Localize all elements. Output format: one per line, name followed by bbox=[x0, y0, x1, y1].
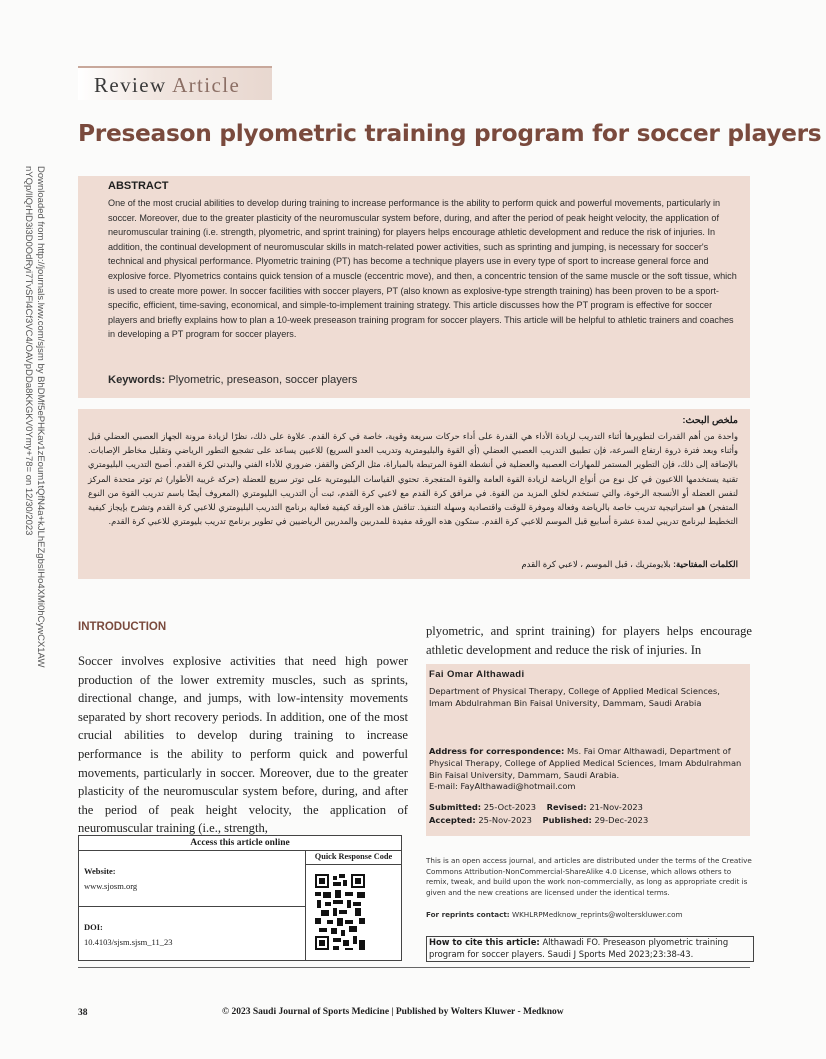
citation-label: How to cite this article: bbox=[429, 937, 540, 947]
footer-divider bbox=[78, 967, 750, 968]
access-row-divider bbox=[79, 906, 305, 907]
keywords-text: Plyometric, preseason, soccer players bbox=[168, 374, 358, 386]
arabic-body: واحدة من أهم القدرات لتطويرها أثناء التدريب لزيادة الأداء هي القدرة على أداء حركات سريعة وقوية، خاصة في كرة القدم. علاوة على ذلك، نظرًا لزيادة مرونة الجهاز العصبي العضلي قبل وأثناء وبعد فترة ذروة ارتفاع السرعة، فإن تطبيق التدريب العصبي العضلي (أي القوة والبليومترية وتدريب العدو السريع) للاعبين يساعد على تشجيع التطور الرياضي وتقليل مخاطر الإصابات. بالإضافة إلى ذلك، فإن التطوير المستمر للمهارات العصبية والعضلية في أنشطة القوة المرتبطة بالمباراة، مثل الركض والقفز، ضروري للأداء الفني والبدني لكرة القدم. أصبح التدريب البليومتري تقنية يستخدمها اللاعبون في كل نوع من أنواع الرياضة لزيادة القوة العامة والقوة المتفجرة. تحتوي القياسات البليومترية على توتر سريع للعضلة (حركة غريبة الأطوار) ثم توتر متحدة المركز لنفس العضلة أو الأنسجة الرخوة، والتي تستخدم لخلق المزيد من القوة. في مرافق كرة القدم مع لاعبي كرة القدم، ثبت أن التدريب البليومتري (المعروف أيضًا باسم تدريب القوة من النوع المتفجر) هو استراتيجية تدريب خاصة بالرياضة وفعالة وموفرة للوقت واقتصادية وسهلة التنفيذ. تناقش هذه الورقة كيفية فعالية برنامج التدريب البليومتري للاعبي كرة القدم وتشرح بإيجاز كيفية التخطيط لبرنامج تدريبي لمدة عشرة أسابيع قبل الموسم للاعبي كرة القدم. ستكون هذه الورقة مفيدة للمدربين والمدربين الرياضيين في تطوير برنامج تدريب بليومتري للاعبي كرة القدم. bbox=[88, 431, 738, 527]
reprints-label: For reprints contact: bbox=[426, 910, 510, 919]
revised-label: Revised: bbox=[546, 802, 587, 812]
download-watermark bbox=[23, 166, 74, 668]
accepted-label: Accepted: bbox=[429, 814, 476, 825]
introduction-body: Soccer involves explosive activities that need high power production of the lower extremity muscles, such as sprints, directional change, and jumps, with low-intensity movements separated by short recovery periods. In addition, one of the most crucial abilities to develop during training to increase performance is the ability to perform quick and powerful movements, particularly in soccer. Moreover, due to the greater plasticity of the neuromuscular system before, during, and after the period of peak height velocity, the application of neuromuscular training (i.e., strength, bbox=[78, 654, 408, 836]
article-dates bbox=[429, 801, 745, 826]
citation-text: Althawadi FO. Preseason plyometric training program for soccer players. Saudi J Sports Med 2023;23:38-43. bbox=[429, 937, 729, 959]
arabic-abstract-box bbox=[78, 409, 750, 579]
email-link[interactable]: FayAlthawadi@hotmail.com bbox=[460, 781, 576, 792]
qr-code-icon[interactable] bbox=[315, 874, 365, 950]
arabic-keywords-label: الكلمات المفتاحية: bbox=[673, 559, 738, 569]
reprints-email[interactable]: WKHLRPMedknow_reprints@wolterskluwer.com bbox=[511, 910, 683, 919]
abstract-body: One of the most crucial abilities to develop during training to increase performance is the ability to perform quick and powerful movements, particularly in soccer. Moreover, due to the greater plasticity of the neuromuscular system before, during, and after the period of peak height velocity, the application of neuromuscular training (i.e. strength, plyometric, and sprint training) for players helps encourage athletic development and reduce the risk of injuries. In addition, the continual development of neuromuscular skills in match-related power activities, such as sprinting and jumping, is necessary for soccer's technical and physical performance. Plyometric training (PT) has become a technique players use in every type of sport to increase general force and explosive force. Plyometrics contains quick tension of a muscle (eccentric move), and then, a concentric tension of the same muscle or the soft tissue, which is used to create more power. In soccer facilities with soccer players, PT (also known as explosive-type strength training) has been proven to be a sport-specific, efficient, time-saving, economical, and simple-to-implement training strategy. This article discusses how the PT program is effective for soccer players and briefly explains how to plan a 10-week preseason training program for soccer players. This article will be helpful to athletic trainers and coaches in developing a PT program for soccer players. bbox=[108, 198, 737, 340]
access-article-box bbox=[78, 835, 402, 961]
download-line-1: Downloaded from http://journals.lww.com/sjsm by BhDMf5ePHKav1zEoum1tQfN4a+kJLhEZgbsIHo4XMi0hCywCX1AW bbox=[35, 166, 46, 668]
article-type-word-2: Article bbox=[172, 73, 241, 97]
doi-link[interactable]: 10.4103/sjsm.sjsm_11_23 bbox=[84, 937, 173, 947]
arabic-keywords bbox=[521, 559, 738, 570]
website-label: Website: bbox=[84, 866, 116, 876]
access-divider bbox=[305, 850, 306, 960]
author-name: Fai Omar Althawadi bbox=[429, 669, 525, 680]
author-affiliation: Department of Physical Therapy, College of Applied Medical Sciences, Imam Abdulrahman Bin Faisal University, Dammam, Saudi Arabia bbox=[429, 686, 720, 708]
keywords-label: Keywords: bbox=[108, 374, 166, 386]
qr-heading: Quick Response Code bbox=[306, 850, 401, 865]
arabic-heading: ملخص البحث: bbox=[682, 415, 738, 426]
published-date: 29-Dec-2023 bbox=[594, 814, 649, 825]
correspondence-text: Ms. Fai Omar Althawadi, Department of Physical Therapy, College of Applied Medical Sciences, Imam Abdulrahman Bin Faisal University, Dammam, Saudi Arabia. bbox=[429, 746, 742, 780]
abstract-box bbox=[78, 176, 750, 398]
arabic-keywords-text: بلايومتريك ، قبل الموسم ، لاعبي كرة القدم bbox=[521, 559, 671, 569]
download-line-2: nYQp/IlQrHD3i3D0OdRyi7TvSFl4Cf3VC4/OAVpDDa8KKGKV0Ymy+78= on 12/30/2023 bbox=[23, 166, 34, 536]
introduction-continued: plyometric, and sprint training) for players helps encourage athletic development and reduce the risk of injuries. In bbox=[426, 624, 752, 657]
page-number: 38 bbox=[78, 1008, 88, 1018]
article-type-word-1: Review bbox=[94, 73, 167, 97]
submitted-date: 25-Oct-2023 bbox=[483, 802, 537, 812]
correspondence-label: Address for correspondence: bbox=[429, 746, 565, 756]
abstract-heading: ABSTRACT bbox=[108, 180, 169, 192]
license-notice: This is an open access journal, and articles are distributed under the terms of the Creative Commons Attribution-NonCommercial-ShareAlike 4.0 License, which allows others to remix, tweak, and build upon the work non-commercially, as long as appropriate credit is given and the new creations are licensed under the identical terms. bbox=[426, 856, 752, 897]
keywords bbox=[108, 374, 357, 386]
article-title: Preseason plyometric training program for soccer players bbox=[78, 120, 822, 147]
correspondence bbox=[429, 746, 745, 793]
introduction-heading: INTRODUCTION bbox=[78, 621, 167, 633]
article-type-label bbox=[94, 73, 240, 98]
revised-date: 21-Nov-2023 bbox=[589, 802, 643, 812]
submitted-label: Submitted: bbox=[429, 802, 482, 812]
reprints-contact bbox=[426, 910, 752, 919]
accepted-date: 25-Nov-2023 bbox=[478, 814, 532, 825]
footer-copyright: © 2023 Saudi Journal of Sports Medicine | Published by Wolters Kluwer - Medknow bbox=[222, 1007, 564, 1017]
citation-box bbox=[426, 936, 754, 962]
article-type-banner bbox=[78, 66, 272, 100]
website-link[interactable]: www.sjosm.org bbox=[84, 881, 138, 891]
doi-label: DOI: bbox=[84, 922, 103, 932]
published-label: Published: bbox=[542, 814, 592, 825]
email-label: E-mail: bbox=[429, 781, 458, 792]
author-box bbox=[426, 664, 750, 836]
access-heading: Access this article online bbox=[79, 836, 401, 851]
